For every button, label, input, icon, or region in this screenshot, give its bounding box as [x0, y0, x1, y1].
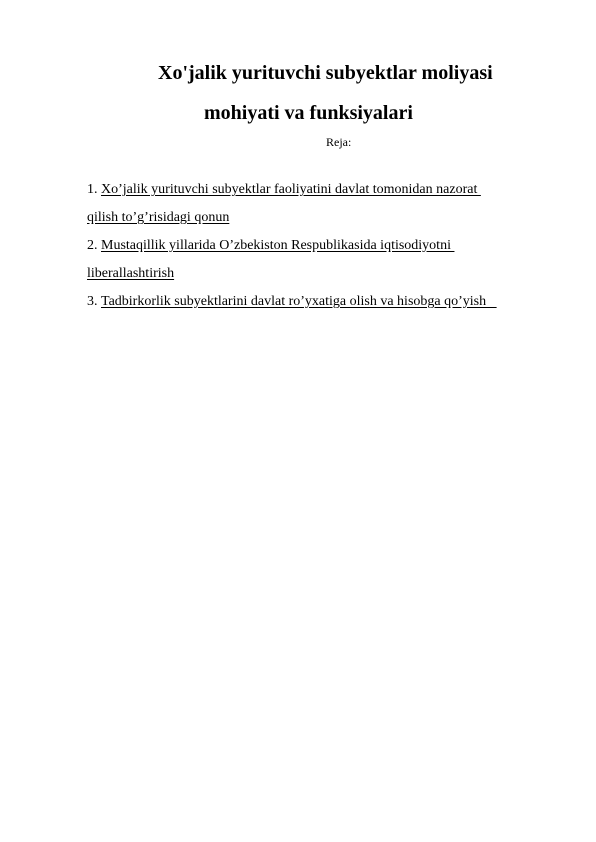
plan-heading: Reja: — [326, 135, 352, 149]
toc-item-2[interactable] — [87, 237, 454, 254]
document-title-line-1: Xo'jalik yurituvchi subyektlar moliyasi — [158, 62, 493, 84]
toc-item-link[interactable]: qilish to’g’risidagi qonun — [87, 210, 230, 225]
toc-item-number: 1. — [87, 182, 98, 197]
toc-item-1-continued[interactable] — [87, 209, 229, 226]
toc-item-2-continued[interactable] — [87, 265, 174, 282]
toc-item-3[interactable] — [87, 293, 497, 310]
toc-item-link[interactable]: Tadbirkorlik subyektlarini davlat ro’yxatiga olish va hisobga qo’yish — [101, 294, 497, 309]
toc-item-number: 3. — [87, 294, 98, 309]
toc-item-1[interactable] — [87, 181, 481, 198]
toc-item-number: 2. — [87, 238, 98, 253]
document-title-line-2: mohiyati va funksiyalari — [204, 102, 413, 124]
toc-item-link[interactable]: liberallashtirish — [87, 266, 175, 281]
toc-item-link[interactable]: Mustaqillik yillarida O’zbekiston Respublikasida iqtisodiyotni — [101, 238, 455, 253]
toc-item-link[interactable]: Xo’jalik yurituvchi subyektlar faoliyatini davlat tomonidan nazorat — [101, 182, 481, 197]
